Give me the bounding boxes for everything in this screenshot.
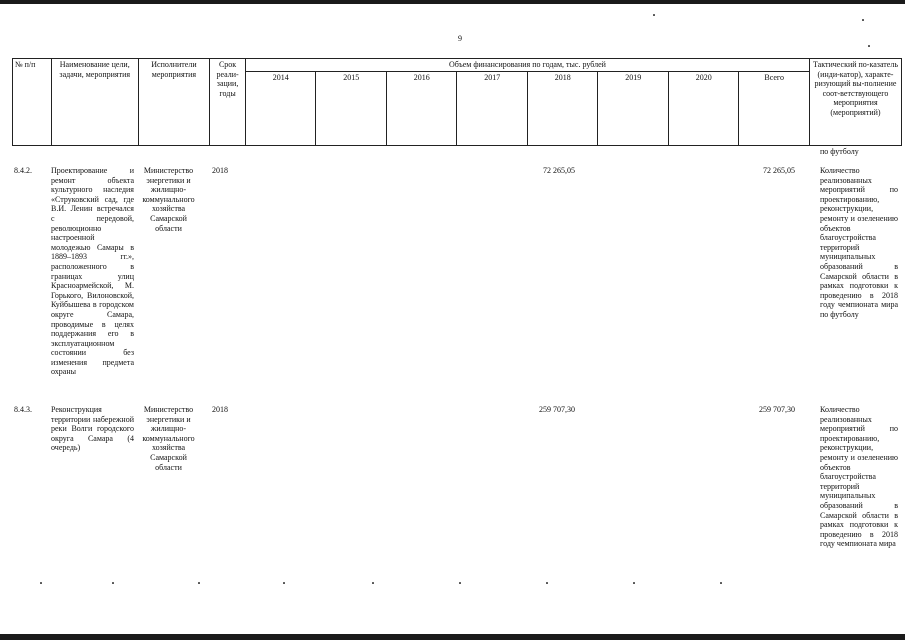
col-header-funding: Объем финансирования по годам, тыс. рублей <box>245 59 809 72</box>
col-header-term: Срок реали-зации, годы <box>210 59 246 146</box>
scan-speck <box>283 582 285 584</box>
col-header-num: № п/п <box>13 59 52 146</box>
row-num: 8.4.2. <box>14 166 32 175</box>
top-border-bar <box>0 0 905 4</box>
scan-speck <box>546 582 548 584</box>
scan-speck <box>653 14 655 16</box>
row-total: 72 265,05 <box>763 166 795 175</box>
col-header-indicator: Тактический по-казатель (инди-катор), характе-ризующий вы-полнение соот-ветствующего мероприятия (мероприятий) <box>809 59 901 146</box>
row-total: 259 707,30 <box>759 405 795 414</box>
scan-speck <box>633 582 635 584</box>
col-header-executors: Исполнители мероприятия <box>138 59 210 146</box>
scan-speck <box>372 582 374 584</box>
header-table <box>12 58 902 146</box>
scan-speck <box>868 45 870 47</box>
year-header: 2017 <box>457 72 528 146</box>
indicator-continuation: по футболу <box>820 147 859 156</box>
page-number: 9 <box>458 34 462 43</box>
year-header: 2018 <box>527 72 598 146</box>
year-header: 2015 <box>316 72 387 146</box>
scan-speck <box>112 582 114 584</box>
year-header: 2014 <box>245 72 316 146</box>
row-name: Проектирование и ремонт объекта культурного наследия «Струковский сад, где В.И. Ленин встречался с передовой, революционно настроенной молодежью Самары в 1889–1893 гг.», расположенного в границах улиц Красноармейской, М. Горького, Вилоновской, Куйбышева в городском округе Самара, проводимые в целях поддержания его в эксплуатационном состоянии без изменения предмета охраны <box>51 166 134 377</box>
scan-speck <box>198 582 200 584</box>
year-header: 2019 <box>598 72 669 146</box>
year-header: 2016 <box>386 72 457 146</box>
scan-speck <box>862 19 864 21</box>
row-executor: Министерство энергетики и жилищно-коммунального хозяйства Самарской области <box>142 166 195 233</box>
row-term: 2018 <box>212 405 228 414</box>
row-term: 2018 <box>212 166 228 175</box>
row-value-2018: 259 707,30 <box>539 405 575 414</box>
scan-speck <box>40 582 42 584</box>
scan-speck <box>720 582 722 584</box>
row-num: 8.4.3. <box>14 405 32 414</box>
scan-speck <box>459 582 461 584</box>
year-header: 2020 <box>668 72 739 146</box>
col-header-name: Наименование цели, задачи, мероприятия <box>51 59 138 146</box>
row-value-2018: 72 265,05 <box>543 166 575 175</box>
row-name: Реконструкция территории набережной реки Волги городского округа Самара (4 очередь) <box>51 405 134 453</box>
row-executor: Министерство энергетики и жилищно-коммунального хозяйства Самарской области <box>142 405 195 472</box>
row-indicator: Количество реализованных мероприятий по проектированию, реконструкции, ремонту и озеленению объектов благоустройства территорий муниципальных образований в Самарской области в рамках подготовки к проведению в 2018 году чемпионата мира <box>820 405 898 549</box>
bottom-border-bar <box>0 634 905 640</box>
year-header-total: Всего <box>739 72 810 146</box>
row-indicator: Количество реализованных мероприятий по проектированию, реконструкции, ремонту и озеленению объектов благоустройства территорий муниципальных образований в Самарской области в рамках подготовки к проведению в 2018 году чемпионата мира по футболу <box>820 166 898 319</box>
